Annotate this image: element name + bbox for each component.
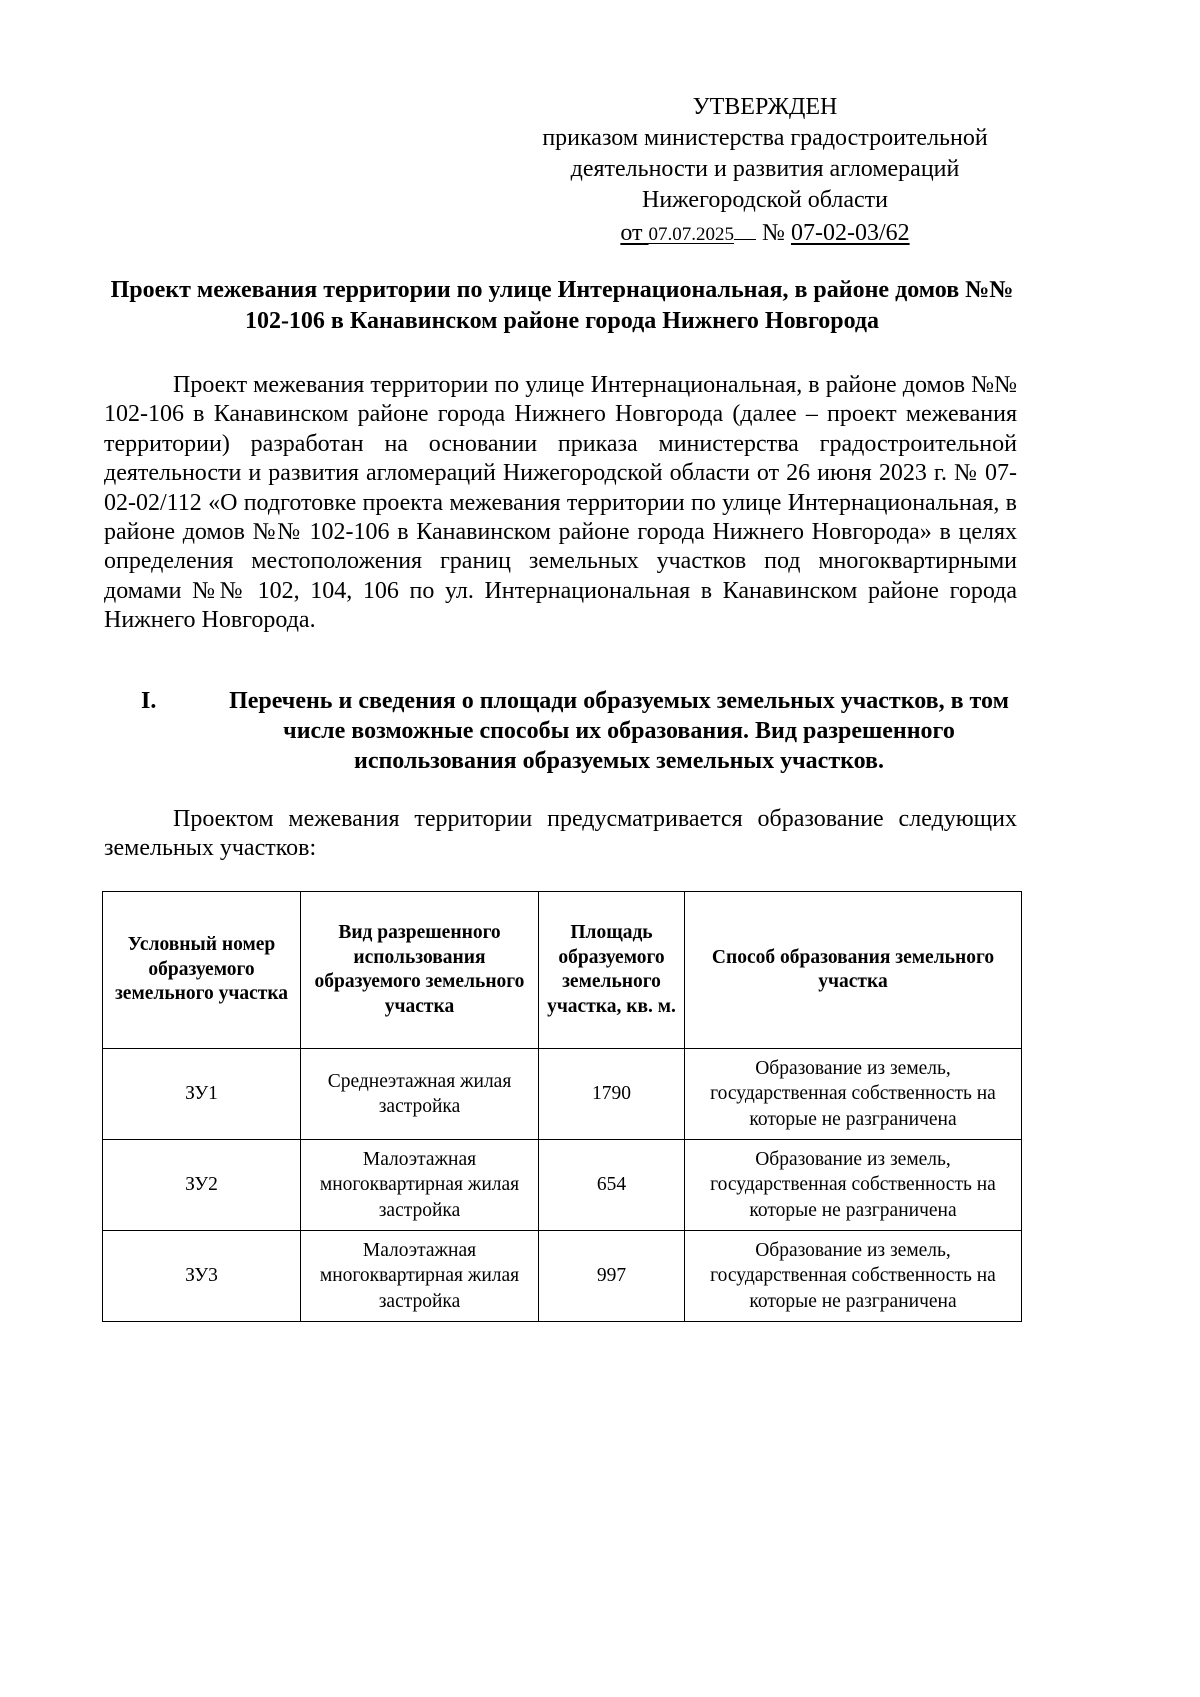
header-area: Площадь образуемого земельного участка, кв. м.	[539, 892, 685, 1049]
table-row	[103, 1140, 1022, 1231]
table-row	[103, 1049, 1022, 1140]
approval-line-3: Нижегородской области	[641, 187, 889, 213]
section-title: Перечень и сведения о площади образуемых земельных участков, в том числе возможные способы их образования. Вид разрешенного использования образуемых земельных участков.	[229, 688, 1009, 774]
approval-line-2: деятельности и развития агломераций	[570, 156, 960, 182]
section-paragraph: Проектом межевания территории предусматривается образование следующих земельных участков:	[104, 806, 1017, 862]
table-header-row	[103, 892, 1022, 1049]
formation-method: Образование из земель, государственная собственность на которые не разграничена	[685, 1140, 1022, 1231]
permitted-use: Среднеэтажная жилая застройка	[301, 1049, 539, 1140]
plot-area: 1790	[539, 1049, 685, 1140]
formation-method: Образование из земель, государственная собственность на которые не разграничена	[685, 1049, 1022, 1140]
approval-stamp	[510, 92, 1020, 250]
plot-area: 997	[539, 1231, 685, 1322]
permitted-use: Малоэтажная многоквартирная жилая застройка	[301, 1140, 539, 1231]
plot-number: ЗУ1	[103, 1049, 301, 1140]
table-row	[103, 1231, 1022, 1322]
approval-date: 07.07.2025	[648, 224, 735, 245]
header-formation-method: Способ образования земельного участка	[685, 892, 1022, 1049]
plot-number: ЗУ2	[103, 1140, 301, 1231]
document-title: Проект межевания территории по улице Интернациональная, в районе домов №№ 102-106 в Канавинском районе города Нижнего Новгорода	[110, 277, 1014, 334]
approval-date-number	[620, 218, 909, 250]
plot-area: 654	[539, 1140, 685, 1231]
land-plots-table	[102, 891, 1022, 1322]
date-prefix: от	[620, 220, 643, 246]
approval-number: 07-02-03/62	[790, 220, 910, 246]
intro-paragraph: Проект межевания территории по улице Интернациональная, в районе домов №№ 102-106 в Канавинском районе города Нижнего Новгорода (далее – проект межевания территории) разработан на основании приказа министерства градостроительной деятельности и развития агломераций Нижегородской области от 26 июня 2023 г. № 07-02-02/112 «О подготовке проекта межевания территории по улице Интернациональная, в районе домов №№ 102-106 в Канавинском районе города Нижнего Новгорода» в целях определения местоположения границ земельных участков под многоквартирными домами №№ 102, 104, 106 по ул. Интернациональная в Канавинском районе города Нижнего Новгорода.	[104, 372, 1017, 634]
formation-method: Образование из земель, государственная собственность на которые не разграничена	[685, 1231, 1022, 1322]
header-permitted-use: Вид разрешенного использования образуемого земельного участка	[301, 892, 539, 1049]
header-plot-number: Условный номер образуемого земельного участка	[103, 892, 301, 1049]
approval-line-1: приказом министерства градостроительной	[542, 125, 988, 151]
number-prefix: №	[762, 220, 785, 246]
permitted-use: Малоэтажная многоквартирная жилая застройка	[301, 1231, 539, 1322]
approval-title: УТВЕРЖДЕН	[692, 94, 838, 120]
plot-number: ЗУ3	[103, 1231, 301, 1322]
section-number: I.	[141, 688, 157, 714]
